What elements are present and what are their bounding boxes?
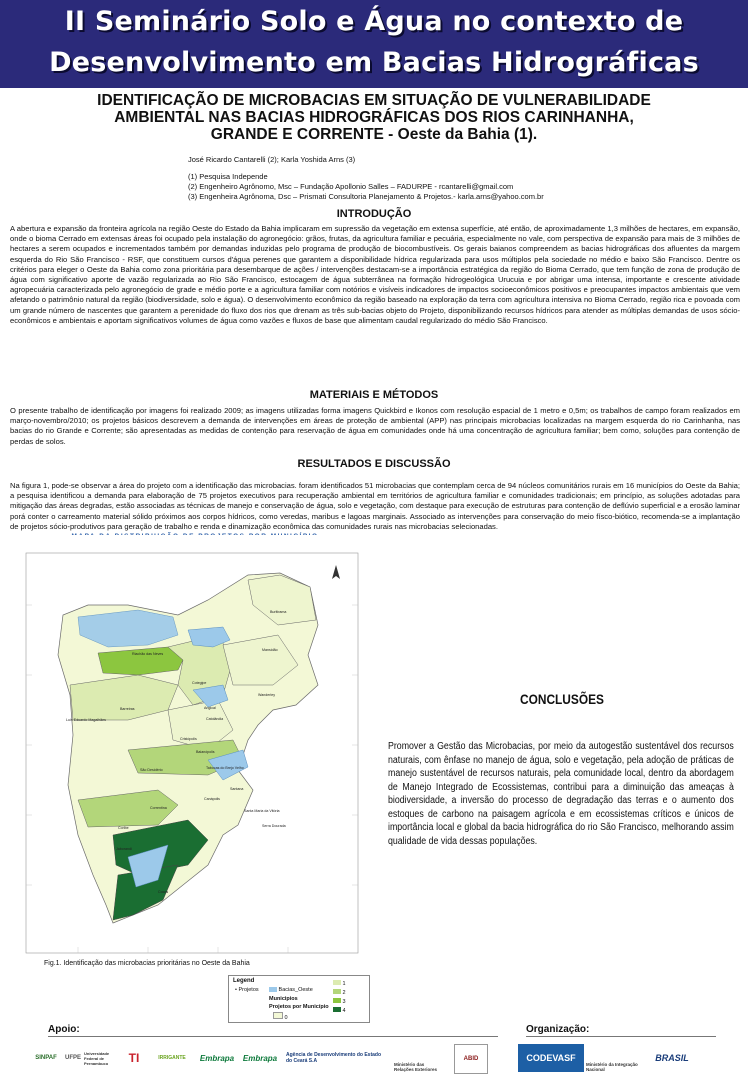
legend-class: 4 xyxy=(333,1007,346,1014)
map-svg xyxy=(18,535,368,960)
legend-class: 1 xyxy=(333,980,346,987)
methods-heading: MATERIAIS E MÉTODOS xyxy=(309,389,439,401)
logo-sinpaf: SINPAF xyxy=(35,1055,57,1061)
results-text: Na figura 1, pode-se observar a área do projeto com a identificação das microbacias. foram identificados 51 microbacias que contemplam cerca de 94 núcleos comunitários rurais em 16 municípios do Oeste da Bahia; a pesquisa identificou a demanda para elaboração de 75 projetos executivos para recuperação ambiental em territórios de agricultura familiar e comunidades tradicionais; em princípio, as soluções adotadas para mitigação das áreas degradas, estão associadas as técnicas de manejo e conservação de água, solo e vegetação, com destaque para execução de estruturas para contenção de deflúvio superficial e a erosão laminar porá conter o carreamento material sólido próximos aos corpos hídricos, como veredas, maribus e lagoas marginais. Associado as intervenções para conservação do meio físco-biótico, recomenda-se a implantação de projetos sócio-produtivos para geração de trabalho e renda e dinamização econômica das comunidades rurais nas microbacias selecionadas. xyxy=(10,481,740,531)
basin-swatch xyxy=(269,987,277,992)
support-rule xyxy=(48,1036,498,1037)
support-label: Apoio: xyxy=(48,1024,80,1035)
figure-caption: Fig.1. Identificação das microbacias prioritárias no Oeste da Bahia xyxy=(44,960,250,967)
methods-text: O presente trabalho de identificação por imagens foi realizado 2009; as imagens utilizadas forma imagens Quickbird e Ikonos com resolução espacial de 1 metro e 0,5m; os trabalhos de campo foram realizados em março-novembro/2010; os projetos básicos descrevem a demanda de intervenções em áreas de proteção de ambiental (APP) nas principais microbacias localizadas na margem esquerda do rio Carinhanha, nas bacias do rio Grande e Corrente; são apresentadas as medidas de contenção para reservação de água em comunidades onde há uma concentração de agricultura familiar; bem como, soluções para contenção de perdas de solos. xyxy=(10,406,740,446)
municipality-label: Riachão das Neves xyxy=(132,652,164,656)
municipality-label: Cotegipe xyxy=(192,681,207,685)
municipality-label: Coribe xyxy=(118,826,129,830)
municipality-label: Angical xyxy=(204,706,216,710)
results-heading: RESULTADOS E DISCUSSÃO xyxy=(297,458,451,470)
municipality-label: Catolândia xyxy=(206,717,224,721)
organization-rule xyxy=(526,1036,716,1037)
municipality-label: Santa Maria da Vitória xyxy=(244,809,280,813)
municipality-label: Cocos xyxy=(158,890,169,894)
poster-title xyxy=(20,92,728,143)
legend-item: Bacias_Oeste xyxy=(269,987,313,993)
municipality-label: Mansidão xyxy=(262,648,278,652)
logo-ti: TI xyxy=(128,1051,140,1065)
legend-item: • Projetos xyxy=(235,987,259,993)
municipality-label: Correntina xyxy=(150,806,167,810)
conclusions-text: Promover a Gestão das Microbacias, por meio da autogestão sustentável dos recursos naturais, com ênfase no manejo de água, solo e vegetação, pela adoção de práticas de manejo sustentável de recursos naturais, pela comunidade local, dentro da abordagem de Manejo Integrado de Ecossistemas, contribui para a diminuição das ameaças à biodiversidade, a inversão do processo de degradação das terras e o aumento dos estoques de carbono na paisagem agrícola e em ecossistemas críticos e únicos de importância local e global da bacia hidrográfica do rio São Francisco, melhorando assim qualidade de vida dessas populações. xyxy=(388,741,734,847)
affiliation: (1) Pesquisa Independe xyxy=(188,172,268,181)
logo-ufpe: UFPE xyxy=(64,1055,81,1061)
intro-text: A abertura e expansão da fronteira agrícola na região Oeste do Estado da Bahia implicaram em supressão da vegetação em extensa superfície, até então, de aproximadamente 1,3 milhões de hectares, em expansão, onde o bioma Cerrado em extensas áreas foi ocupado pela instalação do agronegócio: grãos, frutas, da agricultura familiar e pecuária, especialmente no vale, com perspectiva de expansão para mais de 3 milhões de hectares a serem ocupados e incrementados também por demandas induzidas pelo programa de produção de biocombustíveis. Os gerais baianos compreendem as bacias hidrográficas dos afluentes da margem esquerda do Rio São Francisco - RSF, que constituem cursos d'água perenes que garantem a disponibilidade hídrica regularizada para usos múltiplos pela sociedade no médio e baixo São Francisco. Dentre os critérios para eleger o Oeste da Bahia como zona prioritária para desembarque de ações / intervenções destacam-se a importância estratégica da região do Bioma Cerrado, que tem função de zona de produção de água com significativo aporte de vazão regularizada ao Rio São Francisco, estocagem de água subterrânea na formação hidrogeológica Urucuia e por abrigar uma intensa, importante e crescente atividade agropecuária caracterizada pelo agronegócio de grade e médio porte e a agricultura familiar com notórios e visíveis indicadores de impactos socioeconômicos positivos e preocupantes impactos ambientais que vem afetando o patrimônio natural da região (biodiversidade, solo e água). O desenvolvimento econômico da região baseado na exploração da terra com agricultura intensiva no Bioma Cerrado, região rica e povoada com um grande número de nascentes que garantem a perenidade do fluxo dos rios que drenam as três sub-bacias objeto do Projeto, disponibilizando recursos hídricos para atender as múltiplas demandas de usos sócio-econômicos e ambientais e aportam significativos volumes de água como vazões e fluxos de base que alimentam caudal regularizado do médio São Francisco. xyxy=(10,224,740,325)
title-line-1: IDENTIFICAÇÃO DE MICROBACIAS EM SITUAÇÃO DE VULNERABILIDADE xyxy=(97,92,651,109)
legend-item: Municipios xyxy=(269,996,298,1002)
municipality-label: Buritirama xyxy=(270,610,287,614)
municipality-label: Canápolis xyxy=(204,797,220,801)
authors: José Ricardo Cantarelli (2); Karla Yoshida Arns (3) xyxy=(188,155,356,164)
logo-irrigante: IRRIGANTE xyxy=(158,1055,186,1061)
map-legend xyxy=(228,975,370,1023)
header-banner xyxy=(0,0,748,88)
banner-line-1: II Seminário Solo e Água no contexto de xyxy=(64,6,684,37)
municipality-label: Barreiras xyxy=(120,707,135,711)
title-line-2: AMBIENTAL NAS BACIAS HIDROGRÁFICAS DOS RIOS CARINHANHA, xyxy=(114,109,634,126)
municipality-label: Serra Dourada xyxy=(262,824,286,828)
title-line-3: GRANDE E CORRENTE - Oeste da Bahia (1). xyxy=(210,126,538,143)
legend-title: Legend xyxy=(233,978,255,984)
legend-item: Projetos por Município xyxy=(269,1004,329,1010)
logo-embrapa-2: Embrapa xyxy=(242,1053,278,1063)
logo-embrapa-1: Embrapa xyxy=(199,1053,235,1063)
distribution-map xyxy=(18,535,368,960)
logo-abid: ABID xyxy=(454,1044,488,1074)
logo-adece: Agência de Desenvolvimento do Estado do Ceará S.A xyxy=(286,1052,382,1064)
municipality-label: Cristópolis xyxy=(180,737,197,741)
affiliation: (2) Engenheiro Agrônomo, Msc – Fundação Apollonio Salles – FADURPE - rcantarelli@gmail.com xyxy=(188,182,514,191)
legend-class: 0 xyxy=(273,1012,288,1021)
legend-class: 2 xyxy=(333,989,346,996)
banner-line-2: Desenvolvimento em Bacias Hidrográficas xyxy=(49,47,699,78)
organization-label: Organização: xyxy=(526,1024,590,1035)
municipality-label: São Desidério xyxy=(140,768,163,772)
logo-brasil: BRASIL xyxy=(655,1053,689,1063)
municipality-label: Tabocas do Brejo Velho xyxy=(206,766,244,770)
logo-ministerio-integracao: Ministério da Integração Nacional xyxy=(586,1062,638,1072)
logo-ministerio-relacoes: Ministério das Relações Exteriores xyxy=(394,1062,438,1072)
affiliation: (3) Engenheira Agrônoma, Dsc – Prismati Consultoria Planejamento & Projetos.- karla.arns@yahoo.com.br xyxy=(188,192,544,201)
conclusions-heading: CONCLUSÕES xyxy=(520,691,604,707)
municipality-label: Luís Eduardo Magalhães xyxy=(66,718,106,722)
logo-codevasf: CODEVASF xyxy=(518,1044,584,1072)
municipality-label: Wanderley xyxy=(258,693,276,697)
affiliations xyxy=(188,172,544,202)
legend-class: 3 xyxy=(333,998,346,1005)
logo-university: Universidade Federal de Pernambuco xyxy=(84,1050,110,1066)
intro-heading: INTRODUÇÃO xyxy=(336,208,412,220)
municipality-label: Baianópolis xyxy=(196,750,215,754)
municipality-label: Jaborandi xyxy=(116,847,132,851)
municipality-label: Santana xyxy=(230,787,244,791)
